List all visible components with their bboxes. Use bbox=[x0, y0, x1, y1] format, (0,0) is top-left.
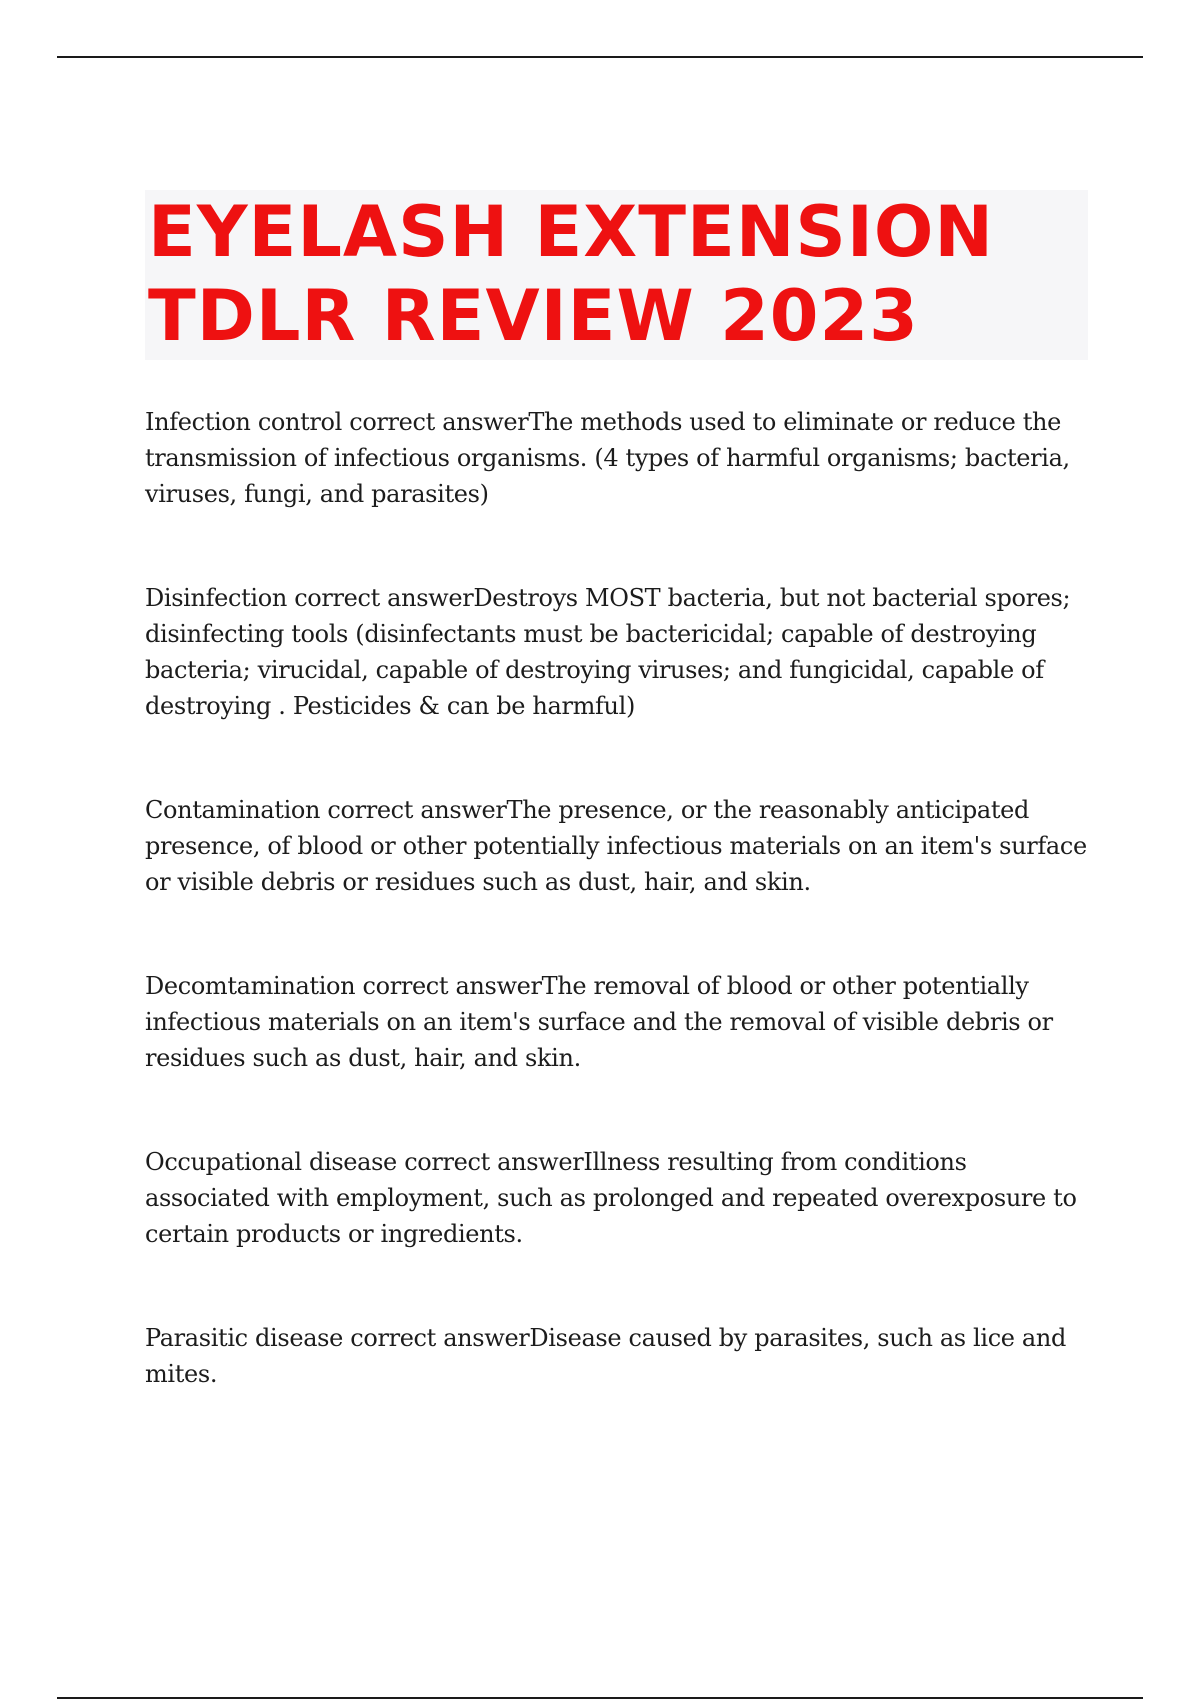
entry-occupational-disease: Occupational disease correct answerIllness resulting from conditions associated with employment, such as prolonged and repeated overexposure to certain products or ingredients. bbox=[145, 1148, 1077, 1248]
title-line-1: EYELASH EXTENSION bbox=[148, 191, 994, 273]
header-rule bbox=[57, 56, 1143, 58]
title-banner bbox=[145, 190, 1088, 360]
entry-parasitic-disease: Parasitic disease correct answerDisease caused by parasites, such as lice and mites. bbox=[145, 1324, 1067, 1388]
entry-disinfection: Disinfection correct answerDestroys MOST bacteria, but not bacterial spores; disinfecting tools (disinfectants must be bactericidal; capable of destroying bacteria; virucidal, capable of destroying viruses; and fungicidal, capable of destroying . Pesticides & can be harmful) bbox=[145, 584, 1071, 720]
title-line-2: TDLR REVIEW 2023 bbox=[148, 275, 919, 357]
entry-contamination: Contamination correct answerThe presence, or the reasonably anticipated presence, of blood or other potentially infectious materials on an item's surface or visible debris or residues such as dust, hair, and skin. bbox=[145, 796, 1087, 896]
footer-rule bbox=[57, 1697, 1143, 1699]
entry-infection-control: Infection control correct answerThe methods used to eliminate or reduce the transmission of infectious organisms. (4 types of harmful organisms; bacteria, viruses, fungi, and parasites) bbox=[145, 408, 1070, 508]
document-title bbox=[145, 190, 1088, 358]
flashcard-list bbox=[145, 404, 1095, 1392]
entry-decontamination: Decomtamination correct answerThe removal of blood or other potentially infectious materials on an item's surface and the removal of visible debris or residues such as dust, hair, and skin. bbox=[145, 972, 1053, 1072]
